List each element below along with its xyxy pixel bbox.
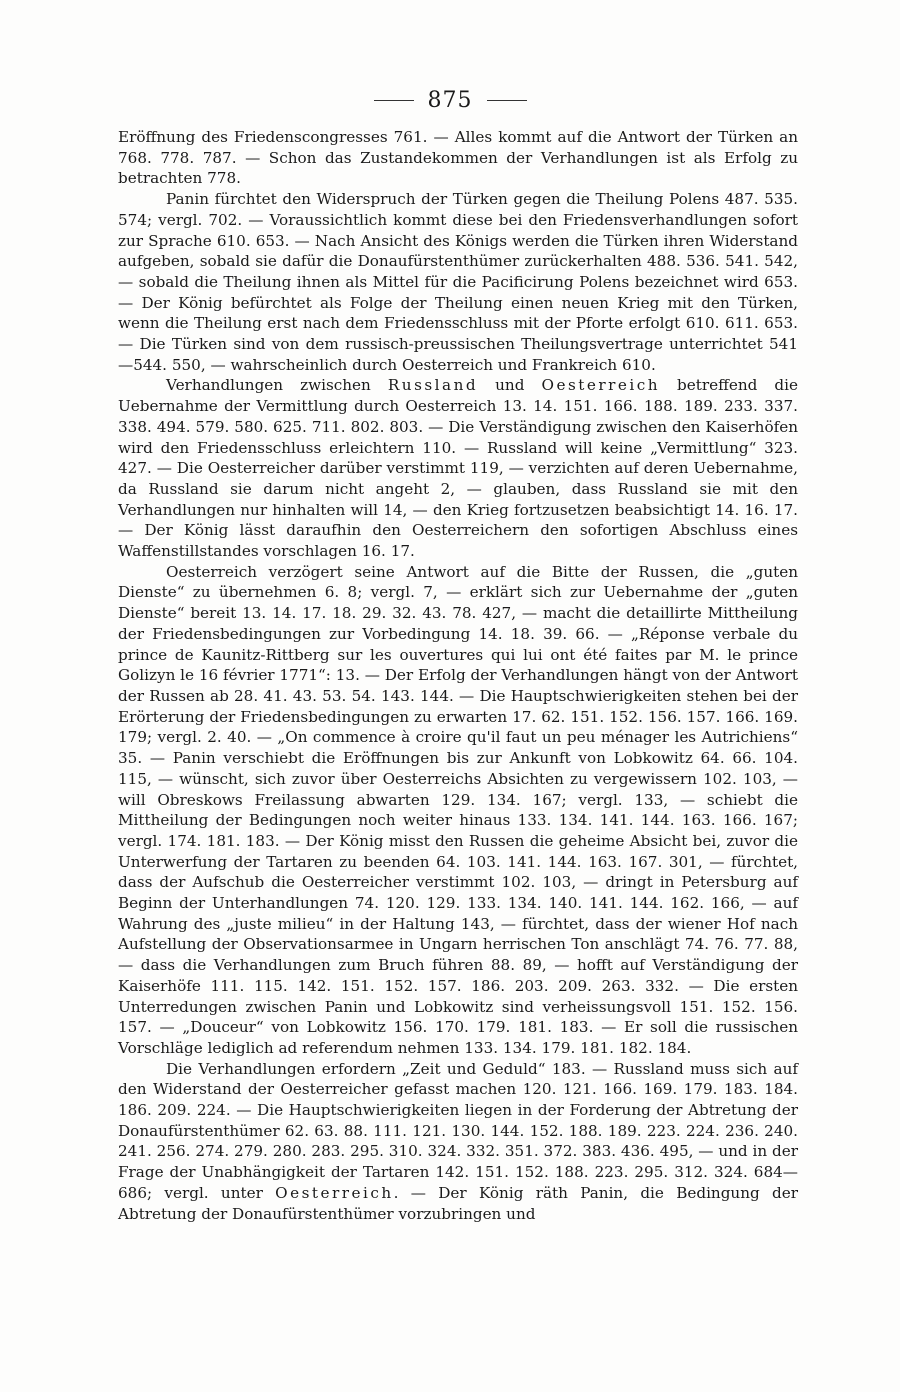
paragraph-1 <box>118 127 798 189</box>
page-number: 875 <box>427 87 473 113</box>
body-text <box>118 127 798 1224</box>
spaced-term-oesterreich-ref: Oesterreich <box>275 1183 394 1202</box>
header-rule-left <box>374 100 414 101</box>
paragraph-text: betreffend die Uebernahme der Vermittlung durch Oesterreich 13. 14. 151. 166. 188. 189. 233. 337. 338. 494. 579. 580. 625. 711. 802. 803. — Die Verständigung zwischen den Kaiserhöfen wird den Friedensschluss erleichtern 110. — Russland will keine „Vermittlung“ 323. 427. — Die Oesterreicher darüber verstimmt 119, — verzichten auf deren Uebernahme, da Russland sie darum nicht angeht 2, — glauben, dass Russland sie mit den Verhandlungen nur hinhalten will 14, — den Krieg fortzusetzen beabsichtigt 14. 16. 17. — Der König lässt daraufhin den Oesterreichern den sofortigen Abschluss eines Waffenstillstandes vorschlagen 16. 17. <box>118 376 798 561</box>
paragraph-text-start: Verhandlungen zwischen <box>166 376 388 395</box>
paragraph-5 <box>118 1059 798 1225</box>
spaced-term-russland: Russland <box>387 376 479 395</box>
paragraph-text: Eröffnung des Friedenscongresses 761. — Alles kommt auf die Antwort der Türken an 768. 778. 787. — Schon das Zustandekommen der Verhandlungen ist als Erfolg zu betrachten 778. <box>118 128 798 188</box>
paragraph-text-mid: und <box>478 376 542 395</box>
paragraph-4 <box>118 562 798 1059</box>
paragraph-3 <box>118 375 798 561</box>
paragraph-text: Oesterreich verzögert seine Antwort auf die Bitte der Russen, die „guten Dienste“ zu übernehmen 6. 8; vergl. 7, — erklärt sich zur Uebernahme der „guten Dienste“ bereit 13. 14. 17. 18. 29. 32. 43. 78. 427, — macht die detaillirte Mittheilung der Friedensbedingungen zur Vorbedingung 14. 18. 39. 66. — „Réponse verbale du prince de Kaunitz-Rittberg sur les ouvertures qui lui ont été faites par M. le prince Golizyn le 16 février 1771“: 13. — Der Erfolg der Verhandlungen hängt von der Antwort der Russen ab 28. 41. 43. 53. 54. 143. 144. — Die Hauptschwierigkeiten stehen bei der Erörterung der Friedensbedingungen zu erwarten 17. 62. 151. 152. 156. 157. 166. 169. 179; vergl. 2. 40. — „On commence à croire qu'il faut un peu ménager les Autrichiens“ 35. — Panin verschiebt die Eröffnungen bis zur Ankunft von Lobkowitz 64. 66. 104. 115, — wünscht, sich zuvor über Oesterreichs Absichten zu vergewissern 102. 103, — will Obreskows Freilassung abwarten 129. 134. 167; vergl. 133, — schiebt die Mittheilung der Bedingungen noch weiter hinaus 133. 134. 141. 144. 163. 166. 167; vergl. 174. 181. 183. — Der König misst den Russen die geheime Absicht bei, zuvor die Unterwerfung der Tartaren zu beenden 64. 103. 141. 144. 163. 167. 301, — fürchtet, dass der Aufschub die Oesterreicher verstimmt 102. 103, — dringt in Petersburg auf Beginn der Unterhandlungen 74. 120. 129. 133. 134. 140. 141. 144. 162. 166, — auf Wahrung des „juste milieu“ in der Haltung 143, — fürchtet, dass der wiener Hof nach Aufstellung der Observationsarmee in Ungarn herrischen Ton anschlägt 74. 76. 77. 88, — dass die Verhandlungen zum Bruch führen 88. 89, — hofft auf Verständigung der Kaiserhöfe 111. 115. 142. 151. 152. 157. 186. 203. 209. 263. 332. — Die ersten Unterredungen zwischen Panin und Lobkowitz sind verheissungsvoll 151. 152. 156. 157. — „Douceur“ von Lobkowitz 156. 170. 179. 181. 183. — Er soll die russischen Vorschläge lediglich ad referendum nehmen 133. 134. 179. 181. 182. 184. <box>118 562 798 1057</box>
paragraph-text-end: . — Der König räth Panin, die Bedingung der Abtretung der Donaufürstenthümer vorzubringen und <box>118 1183 798 1223</box>
spaced-term-oesterreich: Oesterreich <box>541 376 660 395</box>
header-rule-right <box>487 100 527 101</box>
paragraph-2 <box>118 189 798 375</box>
paragraph-text: Die Verhandlungen erfordern „Zeit und Geduld“ 183. — Russland muss sich auf den Widerstand der Oesterreicher gefasst machen 120. 121. 166. 169. 179. 183. 184. 186. 209. 224. — Die Hauptschwierigkeiten liegen in der Forderung der Abtretung der Donaufürstenthümer 62. 63. 88. 111. 121. 130. 144. 152. 188. 189. 223. 224. 236. 240. 241. 256. 274. 279. 280. 283. 295. 310. 324. 332. 351. 372. 383. 436. 495, — und in der Frage der Unabhängigkeit der Tartaren 142. 151. 152. 188. 223. 295. 312. 324. 684—686; vergl. unter <box>118 1059 798 1202</box>
page-header <box>0 86 900 114</box>
paragraph-text: Panin fürchtet den Widerspruch der Türken gegen die Theilung Polens 487. 535. 574; vergl. 702. — Voraussichtlich kommt diese bei den Friedensverhandlungen sofort zur Sprache 610. 653. — Nach Ansicht des Königs werden die Türken ihren Widerstand aufgeben, sobald sie dafür die Donaufürstenthümer zurückerhalten 488. 536. 541. 542, — sobald die Theilung ihnen als Mittel für die Pacificirung Polens bezeichnet wird 653. — Der König befürchtet als Folge der Theilung einen neuen Krieg mit den Türken, wenn die Theilung erst nach dem Friedensschluss mit der Pforte erfolgt 610. 611. 653. — Die Türken sind von dem russisch-preussischen Theilungsvertrage unterrichtet 541—544. 550, — wahrscheinlich durch Oesterreich und Frankreich 610. <box>118 190 798 374</box>
